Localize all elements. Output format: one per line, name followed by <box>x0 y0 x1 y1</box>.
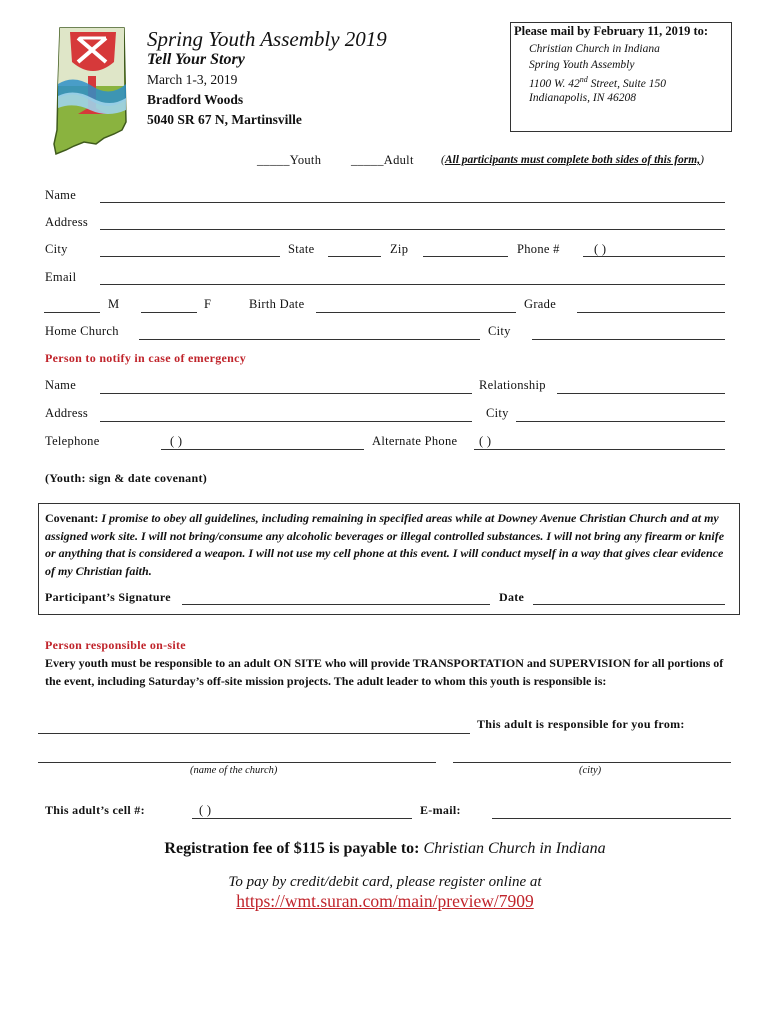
telephone-field[interactable] <box>161 449 364 450</box>
email-label: Email <box>45 270 77 284</box>
male-label: M <box>108 297 120 311</box>
pay-online-note: To pay by credit/debit card, please register online at <box>228 874 542 890</box>
emergency-address-field[interactable] <box>100 421 472 422</box>
telephone-area-code: ( ) <box>170 434 183 448</box>
address-label: Address <box>45 215 89 229</box>
event-address: 5040 SR 67 N, Martinsville <box>147 112 302 127</box>
mail-attention: Spring Youth Assembly <box>529 59 635 71</box>
responsible-church-field[interactable] <box>38 762 436 763</box>
email-label-responsible: E-mail: <box>420 803 461 817</box>
male-field[interactable] <box>44 312 100 313</box>
responsible-from-label: This adult is responsible for you from: <box>477 717 685 731</box>
event-venue: Bradford Woods <box>147 92 244 107</box>
alternate-area-code: ( ) <box>479 434 492 448</box>
emergency-city-label: City <box>486 406 509 420</box>
birth-date-field[interactable] <box>316 312 516 313</box>
state-label: State <box>288 242 315 256</box>
emergency-city-field[interactable] <box>516 421 725 422</box>
church-caption: (name of the church) <box>190 765 278 776</box>
adult-leader-field[interactable] <box>38 733 470 734</box>
city-caption: (city) <box>579 765 602 776</box>
grade-label: Grade <box>524 297 557 311</box>
zip-label: Zip <box>390 242 409 256</box>
city-label: City <box>45 242 68 256</box>
emergency-name-field[interactable] <box>100 393 472 394</box>
cell-label: This adult’s cell #: <box>45 803 145 817</box>
name-label: Name <box>45 188 77 202</box>
emergency-address-label: Address <box>45 406 89 420</box>
female-label: F <box>204 297 212 311</box>
telephone-label: Telephone <box>45 434 100 448</box>
responsible-heading: Person responsible on-site <box>45 638 186 652</box>
birth-date-label: Birth Date <box>249 297 305 311</box>
disciples-chalice-logo <box>44 26 132 156</box>
signature-label: Participant’s Signature <box>45 590 171 604</box>
responsible-city-field[interactable] <box>453 762 731 763</box>
registration-fee: Registration fee of $115 is payable to: Christian Church in Indiana <box>164 840 606 857</box>
event-theme: Tell Your Story <box>147 51 245 68</box>
signature-date-label: Date <box>499 590 525 604</box>
event-title: Spring Youth Assembly 2019 <box>147 27 387 51</box>
city-field[interactable] <box>100 256 280 257</box>
emergency-heading: Person to notify in case of emergency <box>45 351 247 365</box>
responsible-email-field[interactable] <box>492 818 731 819</box>
emergency-name-label: Name <box>45 378 77 392</box>
mail-recipient: Christian Church in Indiana <box>529 43 660 55</box>
cell-area-code: ( ) <box>199 803 212 817</box>
relationship-field[interactable] <box>557 393 725 394</box>
mail-deadline: Please mail by February 11, 2019 to: <box>514 24 709 38</box>
phone-label: Phone # <box>517 242 560 256</box>
female-field[interactable] <box>141 312 197 313</box>
registration-link[interactable]: https://wmt.suran.com/main/preview/7909 <box>236 891 534 911</box>
event-dates: March 1-3, 2019 <box>147 72 238 87</box>
mail-street: 1100 W. 42nd Street, Suite 150 <box>529 75 666 90</box>
phone-area-code: ( ) <box>594 242 607 256</box>
both-sides-note: (All participants must complete both sides of this form,) <box>441 154 704 166</box>
youth-checkbox-line[interactable]: _____Youth <box>257 153 322 167</box>
signature-date-field[interactable] <box>533 604 725 605</box>
alternate-phone-label: Alternate Phone <box>372 434 458 448</box>
alternate-phone-field[interactable] <box>474 449 725 450</box>
cell-field[interactable] <box>192 818 412 819</box>
grade-field[interactable] <box>577 312 725 313</box>
name-field[interactable] <box>100 202 725 203</box>
home-church-field[interactable] <box>139 339 480 340</box>
address-field[interactable] <box>100 229 725 230</box>
church-city-label: City <box>488 324 511 338</box>
relationship-label: Relationship <box>479 378 546 392</box>
home-church-label: Home Church <box>45 324 119 338</box>
zip-field[interactable] <box>423 256 508 257</box>
responsible-text: Every youth must be responsible to an adult ON SITE who will provide TRANSPORTATION and SUPERVISION for all portions of the event, including Saturday’s off-site mission projects. The adult leader to whom this youth is responsible is: <box>45 656 724 688</box>
state-field[interactable] <box>328 256 381 257</box>
covenant-text: Covenant: I promise to obey all guidelines, including remaining in specified areas while at Downey Avenue Christian Church and at my assigned work site. I will not bring/consume any alcoholic beverages or illegal controlled substances. I will not bring any firearm or knife or anything that is considered a weapon. I will not use my cell phone at this event. I will conduct myself in a way that gives clear evidence of my Christian faith. <box>45 511 725 578</box>
church-city-field[interactable] <box>532 339 725 340</box>
email-field[interactable] <box>100 284 725 285</box>
adult-checkbox-line[interactable]: _____Adult <box>351 153 414 167</box>
signature-field[interactable] <box>182 604 490 605</box>
covenant-instruction: (Youth: sign & date covenant) <box>45 471 208 485</box>
mail-city-state: Indianapolis, IN 46208 <box>529 92 637 104</box>
